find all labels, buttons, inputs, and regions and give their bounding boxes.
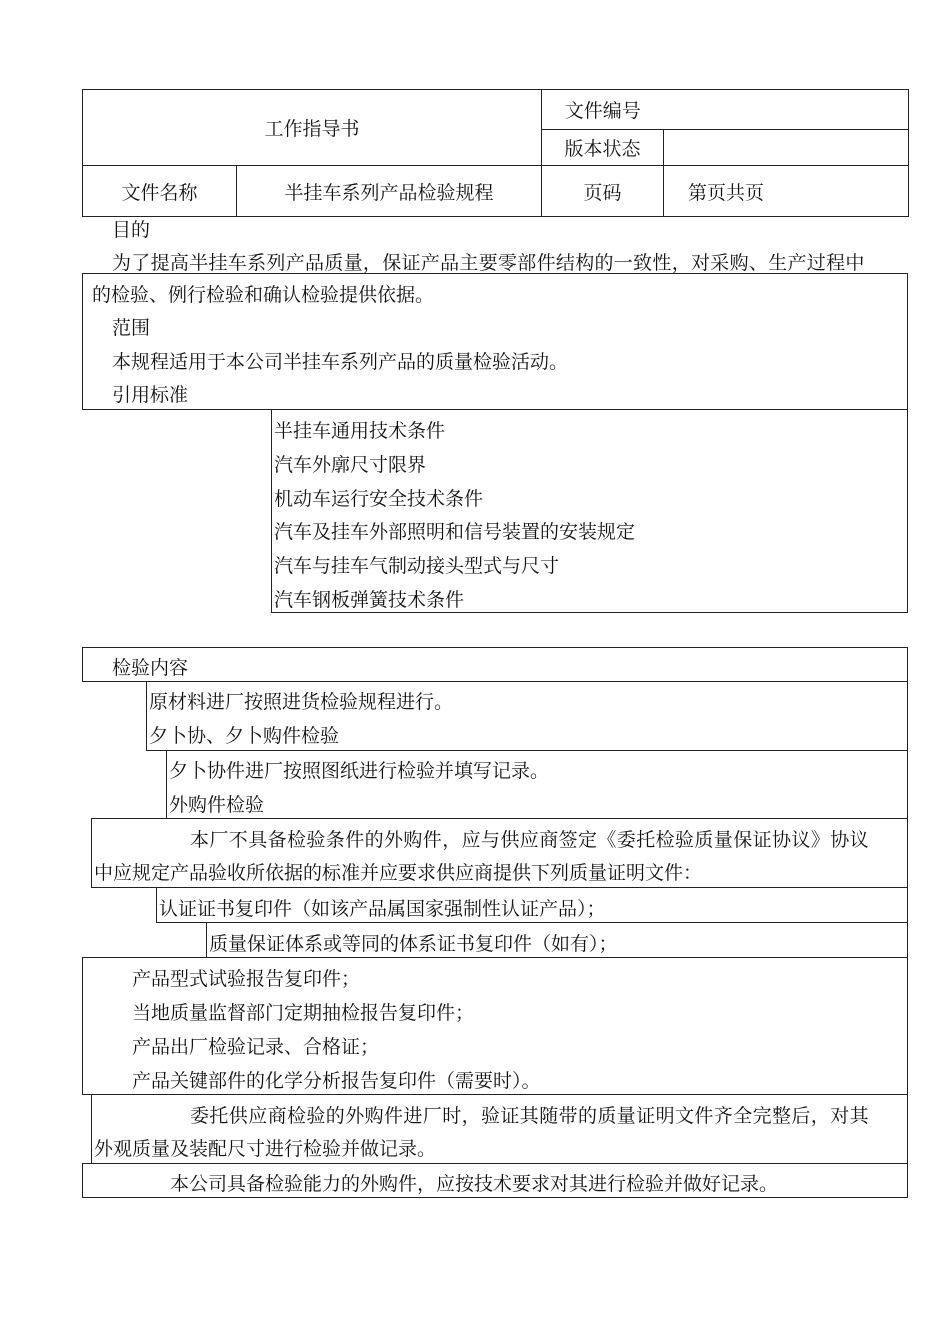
inspection-heading: 检验内容 [112,657,189,679]
no-capability-line2: 中应规定产品验收所依据的标准并应要求供应商提供下列质量证明文件： [94,862,703,884]
inspection-heading-box [82,647,908,682]
reference-item: 汽车钢板弹簧技术条件 [274,589,465,611]
purchased-heading: 外购件检验 [169,794,265,816]
scope-heading: 范围 [112,317,151,339]
file-name-value: 半挂车系列产品检验规程 [237,166,542,217]
references-heading: 引用标准 [112,384,189,406]
quality-system-text: 质量保证体系或等同的体系证书复印件（如有）； [209,933,618,955]
purpose-heading: 目的 [112,219,151,241]
page-label: 页码 [542,166,664,217]
version-label: 版本状态 [542,130,664,166]
document-title: 工作指导书 [83,90,542,166]
outsource-coop-text: 夕卜协件进厂按照图纸进行检验并填写记录。 [169,760,550,782]
cert-copy-text: 认证证书复印件（如该产品属国家强制性认证产品）； [159,898,606,920]
entrust-line1: 委托供应商检验的外购件进厂时，验证其随带的质量证明文件齐全完整后，对其 [190,1105,870,1127]
document-header-table [82,89,909,217]
doc-item: 产品关键部件的化学分析报告复印件（需要时）。 [132,1070,541,1092]
reference-item: 半挂车通用技术条件 [274,420,446,442]
scope-text: 本规程适用于本公司半挂车系列产品的质量检验活动。 [112,351,569,373]
entrust-line2: 外观质量及装配尺寸进行检验并做记录。 [94,1138,437,1160]
file-name-label: 文件名称 [83,166,237,217]
doc-item: 当地质量监督部门定期抽检报告复印件； [132,1002,475,1024]
reference-item: 汽车及挂车外部照明和信号装置的安装规定 [274,521,636,543]
doc-number-value [664,90,909,130]
no-capability-line1: 本厂不具备检验条件的外购件，应与供应商签定《委托检验质量保证协议》协议 [190,829,870,851]
page-value: 第页共页 [664,166,909,217]
own-capability-text: 本公司具备检验能力的外购件，应按技术要求对其进行检验并做好记录。 [170,1173,779,1195]
doc-item: 产品出厂检验记录、合格证； [132,1036,380,1058]
reference-item: 机动车运行安全技术条件 [274,488,484,510]
reference-item: 汽车外廓尺寸限界 [274,454,427,476]
version-value [664,130,909,166]
doc-item: 产品型式试验报告复印件； [132,968,361,990]
doc-number-label: 文件编号 [542,90,664,130]
purpose-text-line2: 的检验、例行检验和确认检验提供依据。 [92,284,435,306]
purpose-text-line1: 为了提高半挂车系列产品质量，保证产品主要零部件结构的一致性，对采购、生产过程中 [112,252,865,274]
reference-item: 汽车与挂车气制动接头型式与尺寸 [274,555,560,577]
raw-material-text: 原材料进厂按照进货检验规程进行。 [149,691,454,713]
outsource-heading: 夕卜协、夕卜购件检验 [149,725,340,747]
